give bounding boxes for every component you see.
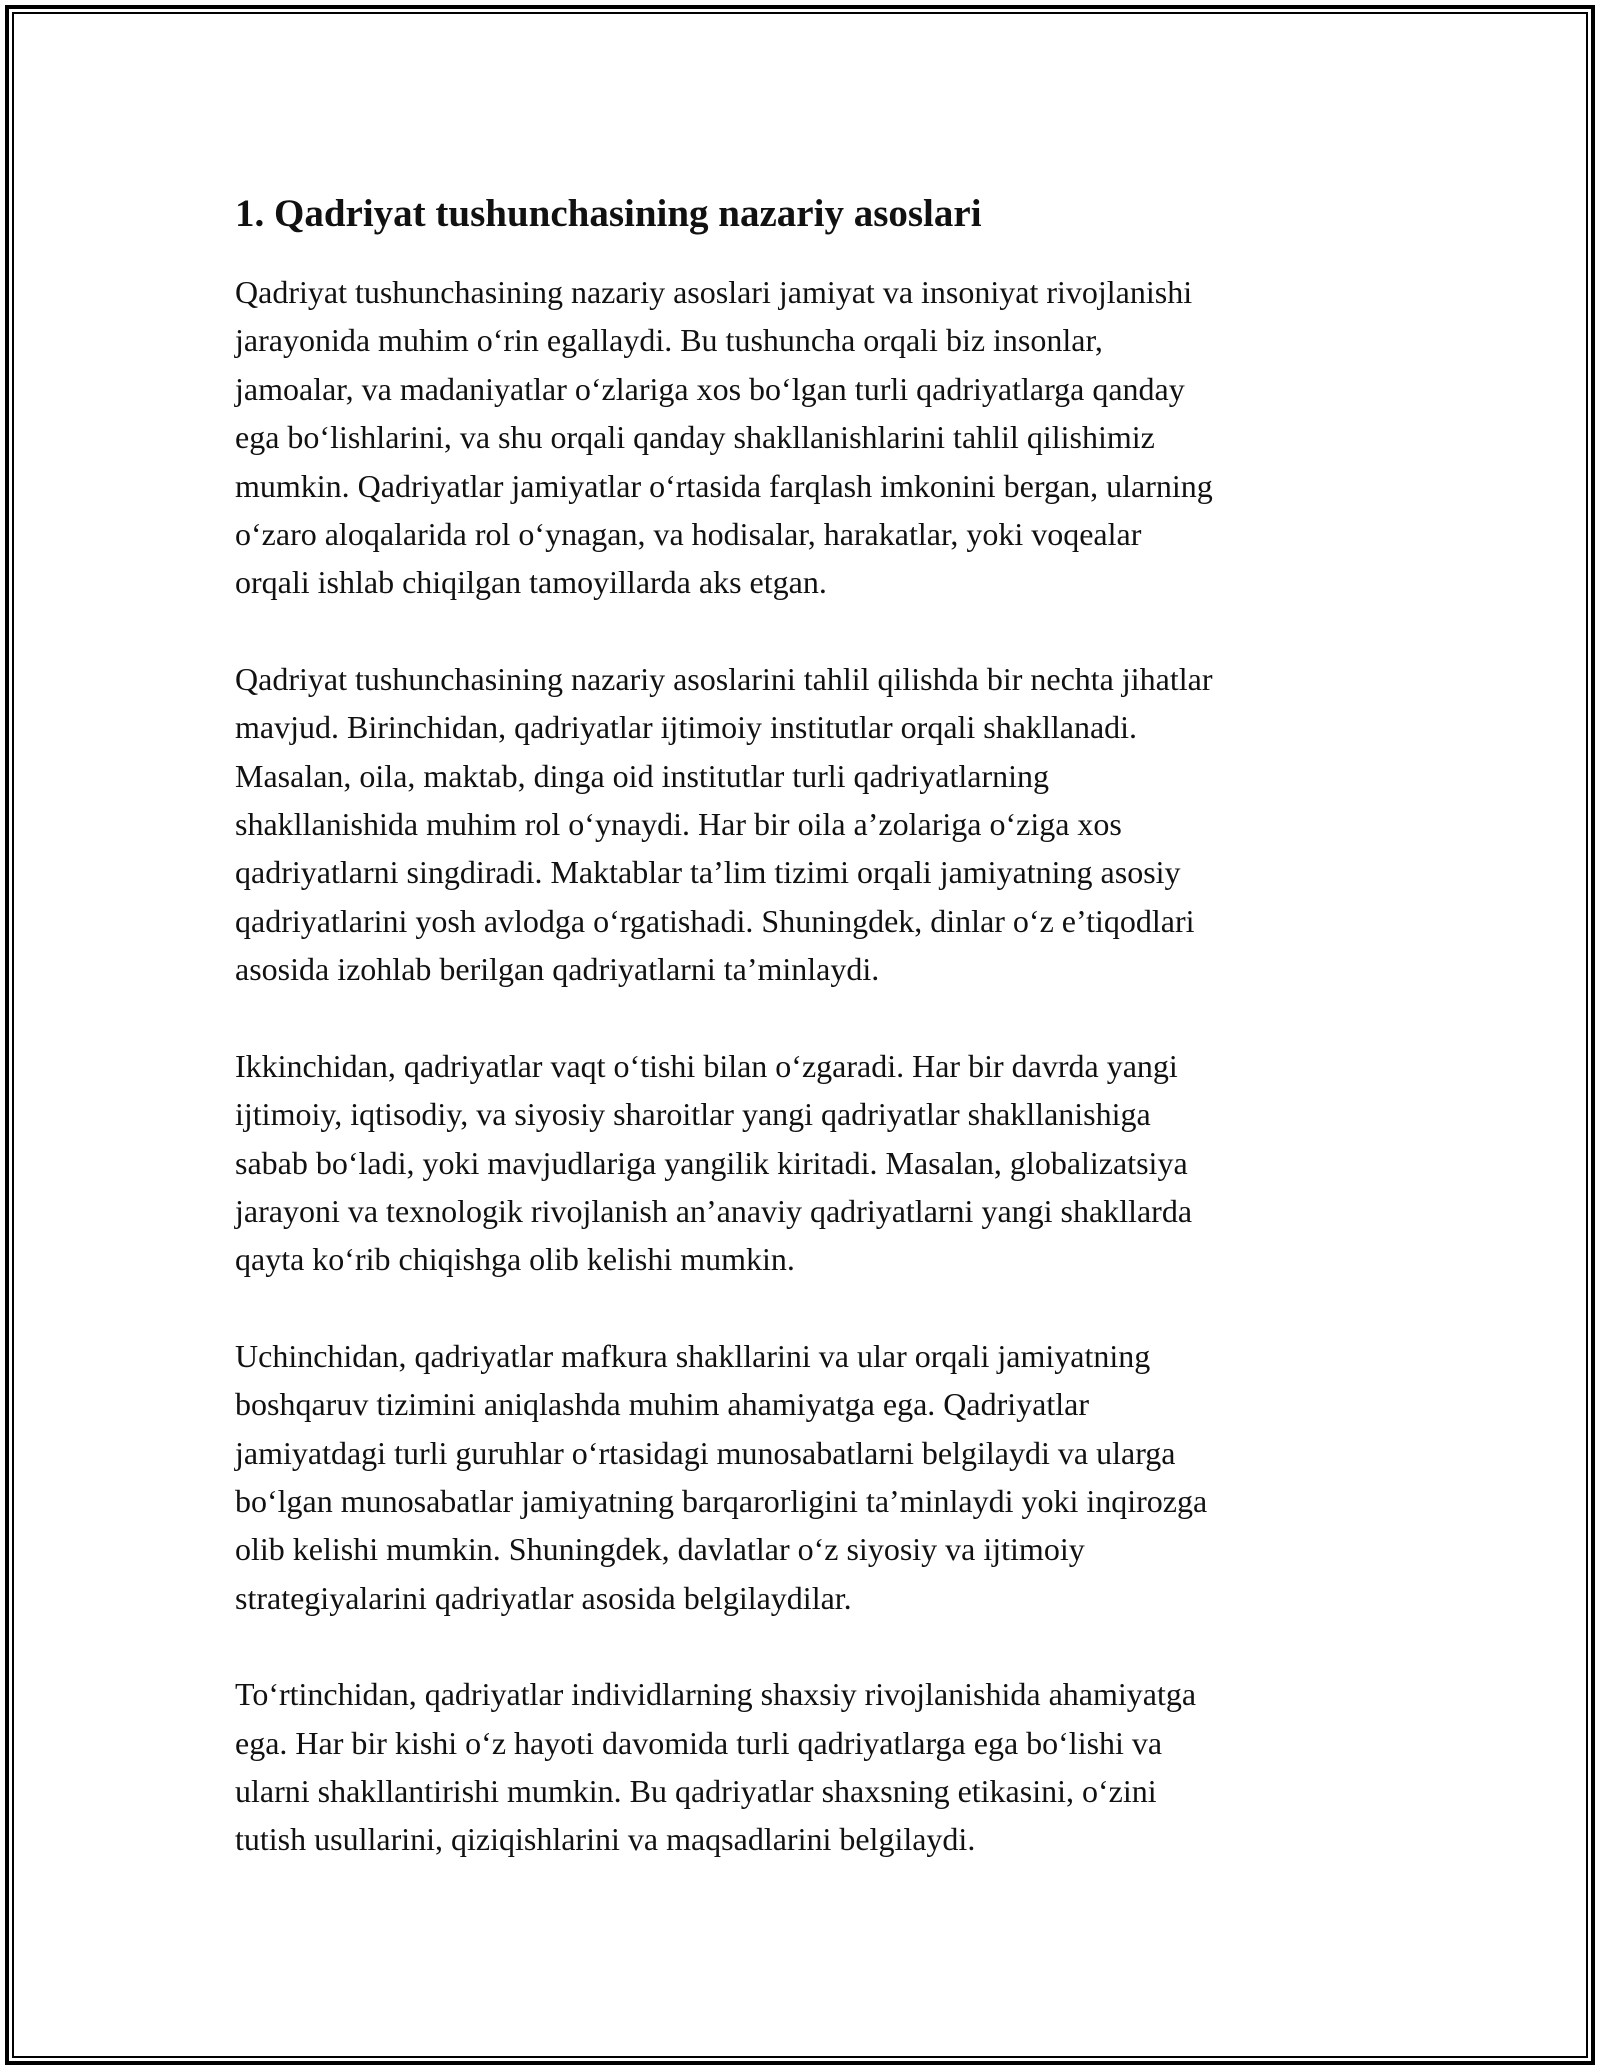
paragraph-line: jarayonida muhim o‘rin egallaydi. Bu tushuncha orqali biz insonlar, bbox=[235, 322, 1103, 359]
paragraph-line: ijtimoiy, iqtisodiy, va siyosiy sharoitlar yangi qadriyatlar shakllanishiga bbox=[235, 1096, 1151, 1133]
paragraph-line: jamoalar, va madaniyatlar o‘zlariga xos bo‘lgan turli qadriyatlarga qanday bbox=[235, 370, 1185, 407]
paragraph-line: mavjud. Birinchidan, qadriyatlar ijtimoiy institutlar orqali shakllanadi. bbox=[235, 709, 1138, 746]
paragraph-line: ega bo‘lishlarini, va shu orqali qanday shakllanishlarini tahlil qilishimiz bbox=[235, 419, 1155, 456]
paragraph-line: boshqaruv tizimini aniqlashda muhim ahamiyatga ega. Qadriyatlar bbox=[235, 1386, 1089, 1423]
paragraph-1 bbox=[235, 268, 1365, 607]
paragraph-5 bbox=[235, 1670, 1365, 1864]
paragraph-line: asosida izohlab berilgan qadriyatlarni ta’minlaydi. bbox=[235, 951, 880, 988]
paragraph-line: qadriyatlarini yosh avlodga o‘rgatishadi. Shuningdek, dinlar o‘z e’tiqodlari bbox=[235, 902, 1195, 939]
paragraph-line: Masalan, oila, maktab, dinga oid institutlar turli qadriyatlarning bbox=[235, 757, 1050, 794]
paragraph-line: Ikkinchidan, qadriyatlar vaqt o‘tishi bilan o‘zgaradi. Har bir davrda yangi bbox=[235, 1047, 1178, 1084]
paragraph-line: shakllanishida muhim rol o‘ynaydi. Har bir oila a’zolariga o‘ziga xos bbox=[235, 806, 1122, 843]
paragraph-line: sabab bo‘ladi, yoki mavjudlariga yangilik kiritadi. Masalan, globalizatsiya bbox=[235, 1144, 1188, 1181]
section-heading: 1. Qadriyat tushunchasining nazariy asoslari bbox=[235, 192, 982, 235]
paragraph-line: Qadriyat tushunchasining nazariy asoslarini tahlil qilishda bir nechta jihatlar bbox=[235, 660, 1213, 697]
paragraph-4 bbox=[235, 1332, 1365, 1622]
paragraph-line: ega. Har bir kishi o‘z hayoti davomida turli qadriyatlarga ega bo‘lishi va bbox=[235, 1724, 1163, 1761]
paragraph-line: olib kelishi mumkin. Shuningdek, davlatlar o‘z siyosiy va ijtimoiy bbox=[235, 1531, 1085, 1568]
paragraph-line: qadriyatlarni singdiradi. Maktablar ta’lim tizimi orqali jamiyatning asosiy bbox=[235, 854, 1181, 891]
paragraph-line: orqali ishlab chiqilgan tamoyillarda aks etgan. bbox=[235, 564, 827, 601]
paragraph-line: jarayoni va texnologik rivojlanish an’anaviy qadriyatlarni yangi shakllarda bbox=[235, 1192, 1193, 1229]
paragraph-line: Uchinchidan, qadriyatlar mafkura shakllarini va ular orqali jamiyatning bbox=[235, 1337, 1151, 1374]
paragraph-line: ularni shakllantirishi mumkin. Bu qadriyatlar shaxsning etikasini, o‘zini bbox=[235, 1772, 1157, 1809]
paragraph-2 bbox=[235, 655, 1365, 994]
paragraph-line: mumkin. Qadriyatlar jamiyatlar o‘rtasida farqlash imkonini bergan, ularning bbox=[235, 467, 1213, 504]
document-body bbox=[235, 186, 1365, 1912]
paragraph-line: tutish usullarini, qiziqishlarini va maqsadlarini belgilaydi. bbox=[235, 1821, 976, 1858]
paragraph-line: bo‘lgan munosabatlar jamiyatning barqarorligini ta’minlaydi yoki inqirozga bbox=[235, 1482, 1208, 1519]
paragraph-line: qayta ko‘rib chiqishga olib kelishi mumkin. bbox=[235, 1241, 795, 1278]
paragraph-line: To‘rtinchidan, qadriyatlar individlarning shaxsiy rivojlanishida ahamiyatga bbox=[235, 1676, 1197, 1713]
paragraph-line: strategiyalarini qadriyatlar asosida belgilaydilar. bbox=[235, 1579, 852, 1616]
paragraph-3 bbox=[235, 1042, 1365, 1284]
paragraph-line: Qadriyat tushunchasining nazariy asoslari jamiyat va insoniyat rivojlanishi bbox=[235, 274, 1193, 310]
paragraph-line: o‘zaro aloqalarida rol o‘ynagan, va hodisalar, harakatlar, yoki voqealar bbox=[235, 516, 1142, 553]
paragraph-line: jamiyatdagi turli guruhlar o‘rtasidagi munosabatlarni belgilaydi va ularga bbox=[235, 1434, 1176, 1471]
